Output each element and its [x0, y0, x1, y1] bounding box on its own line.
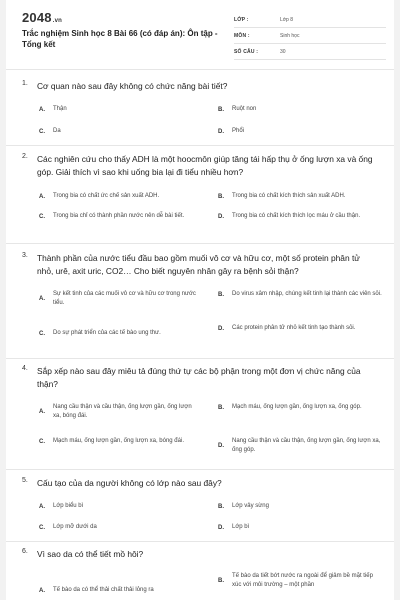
- option-letter: A.: [39, 106, 45, 113]
- divider: [6, 541, 394, 542]
- option-a[interactable]: [39, 192, 199, 201]
- option-text: Tế bào da tiết bớt nước ra ngoài để giảm bề mặt tiếp xúc với môi trường – một phần: [232, 573, 373, 588]
- question-number: 3.: [22, 252, 28, 259]
- option-b[interactable]: [218, 502, 383, 511]
- option-text: Phổi: [232, 128, 245, 134]
- meta-value: Sinh học: [280, 33, 300, 39]
- option-text: Trong bia có chất kích thích sản xuất ADH.: [232, 193, 346, 199]
- option-letter: B.: [218, 578, 224, 584]
- divider: [6, 69, 394, 70]
- question-text: Cơ quan nào sau đây không có chức năng bài tiết?: [37, 81, 228, 91]
- option-text: Lớp mỡ dưới da: [53, 524, 97, 530]
- option-letter: C.: [39, 438, 45, 445]
- option-a[interactable]: [39, 105, 199, 114]
- option-letter: D.: [218, 524, 224, 531]
- option-b[interactable]: [218, 403, 383, 412]
- option-text: Tế bào da có thể thải chất thải lỏng ra: [53, 587, 154, 593]
- option-letter: C.: [39, 128, 45, 135]
- option-a[interactable]: [39, 290, 199, 308]
- option-letter: A.: [39, 193, 45, 200]
- option-letter: C.: [39, 524, 45, 531]
- site-logo[interactable]: [22, 10, 62, 25]
- option-letter: B.: [218, 291, 224, 298]
- option-text: Thận: [53, 106, 67, 112]
- option-text: Trong bia chỉ có thành phần nước nên dễ bài tiết.: [53, 213, 185, 219]
- option-a[interactable]: [39, 403, 199, 421]
- question-text: Vì sao da có thể tiết mồ hôi?: [37, 549, 144, 559]
- option-text: Trong bia có chất ức chế sản xuất ADH.: [53, 193, 160, 199]
- option-text: Ruột non: [232, 106, 257, 112]
- question-number: 4.: [22, 365, 28, 372]
- question-text: Thành phần của nước tiểu đầu bao gồm muối vô cơ và hữu cơ, một số protein phân tử nhỏ, urê, axit uric, CO2… Cho biết nguyên nhân gây ra bệnh sỏi thận?: [37, 253, 360, 276]
- question-text: Sắp xếp nào sau đây miêu tả đúng thứ tự các bộ phận trong một đơn vị chức năng của thận?: [37, 366, 361, 389]
- option-b[interactable]: [218, 192, 383, 201]
- meta-value: Lớp 8: [280, 17, 294, 23]
- option-text: Mạch máu, ống lượn gần, ống lượn xa, bóng đái.: [53, 438, 184, 444]
- question-text: Các nghiên cứu cho thấy ADH là một hoocmôn giúp tăng tái hấp thụ ở ống lượn xa và ống góp. Giải thích vì sao khi uống bia lại đi tiểu nhiều hơn?: [37, 154, 373, 177]
- divider: [6, 243, 394, 244]
- meta-key: MÔN :: [234, 33, 250, 39]
- option-text: Nang cầu thận và cầu thận, ống lượn gần, ống lượn xa, bóng đái.: [53, 404, 192, 419]
- option-b[interactable]: [218, 572, 383, 590]
- option-letter: A.: [39, 296, 45, 302]
- question-number: 5.: [22, 477, 28, 484]
- meta-key: SỐ CÂU :: [234, 49, 259, 55]
- option-letter: B.: [218, 503, 224, 510]
- option-letter: B.: [218, 404, 224, 411]
- option-c[interactable]: [39, 437, 199, 446]
- option-c[interactable]: [39, 329, 199, 338]
- option-text: Sự kết tinh của các muối vô cơ và hữu cơ trong nước tiểu.: [53, 291, 196, 306]
- option-text: Trong bia có chất kích thích lọc máu ở cầu thận.: [232, 213, 361, 219]
- option-letter: D.: [218, 128, 224, 135]
- option-letter: D.: [218, 325, 224, 332]
- document-page: [6, 0, 394, 600]
- option-d[interactable]: [218, 324, 383, 333]
- option-letter: D.: [218, 443, 224, 449]
- divider: [6, 469, 394, 470]
- option-d[interactable]: [218, 212, 383, 221]
- question-text: Cấu tạo của da người không có lớp nào sau đây?: [37, 478, 222, 488]
- option-letter: A.: [39, 409, 45, 415]
- page-header: [6, 0, 394, 66]
- question-number: 2.: [22, 153, 28, 160]
- meta-key: LỚP :: [234, 17, 249, 23]
- option-text: Nang cầu thận và cầu thận, ống lượn gần, ống lượn xa, ống góp.: [232, 438, 381, 453]
- meta-row-count: [234, 45, 386, 60]
- option-d[interactable]: [218, 127, 383, 136]
- logo-text: 2048: [22, 10, 52, 25]
- option-letter: B.: [218, 106, 224, 113]
- option-c[interactable]: [39, 523, 199, 532]
- meta-row-class: [234, 13, 386, 28]
- option-d[interactable]: [218, 437, 383, 455]
- option-text: Lớp vảy sừng: [232, 503, 269, 509]
- meta-value: 30: [280, 49, 286, 55]
- question-number: 6.: [22, 548, 28, 555]
- option-letter: C.: [39, 330, 45, 337]
- option-d[interactable]: [218, 523, 383, 532]
- option-letter: A.: [39, 587, 45, 594]
- option-letter: C.: [39, 213, 45, 220]
- option-c[interactable]: [39, 127, 199, 136]
- option-b[interactable]: [218, 105, 383, 114]
- option-text: Lớp biểu bì: [53, 503, 84, 509]
- option-letter: B.: [218, 193, 224, 200]
- meta-row-subject: [234, 29, 386, 44]
- divider: [6, 145, 394, 146]
- option-letter: D.: [218, 213, 224, 220]
- divider: [6, 358, 394, 359]
- document-title: Trắc nghiệm Sinh học 8 Bài 66 (có đáp án): Ôn tập - Tổng kết: [22, 29, 218, 49]
- logo-suffix: .vn: [52, 18, 63, 24]
- option-text: Lớp bì: [232, 524, 250, 530]
- option-text: Da: [53, 128, 61, 134]
- question-number: 1.: [22, 80, 28, 87]
- option-b[interactable]: [218, 290, 383, 299]
- option-text: Mạch máu, ống lượn gần, ống lượn xa, ống góp.: [232, 404, 362, 410]
- option-text: Do sự phát triển của các tế bào ung thư.: [53, 330, 161, 336]
- option-text: Các protein phân tử nhỏ kết tinh tạo thành sỏi.: [232, 325, 356, 331]
- option-letter: A.: [39, 503, 45, 510]
- option-a[interactable]: [39, 586, 199, 595]
- document-meta: [234, 13, 386, 61]
- option-c[interactable]: [39, 212, 199, 221]
- option-text: Do virus xâm nhập, chúng kết tinh lại thành các viên sỏi.: [232, 291, 382, 297]
- option-a[interactable]: [39, 502, 199, 511]
